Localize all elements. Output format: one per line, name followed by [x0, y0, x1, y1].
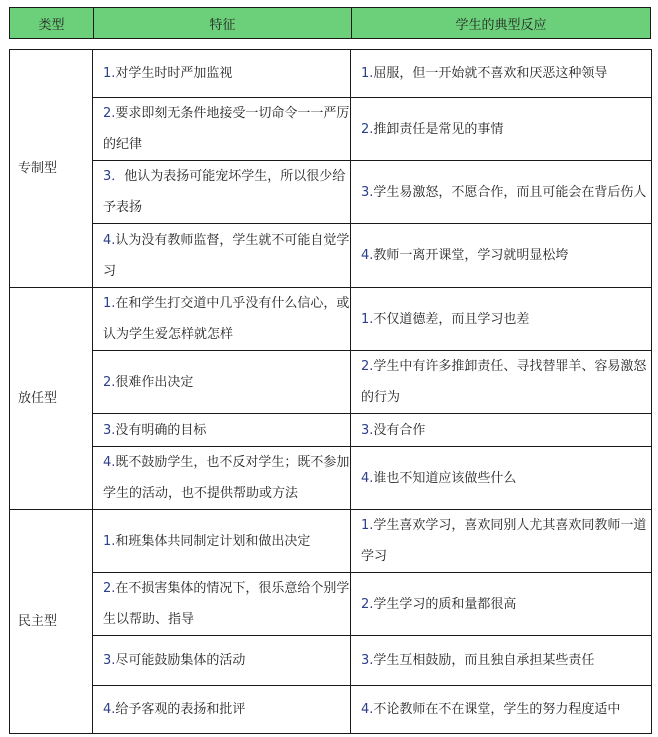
- trait-number: 2.: [103, 106, 116, 121]
- trait-number: 3.: [103, 422, 116, 438]
- trait-number: 3．: [103, 169, 125, 184]
- table-row: [10, 573, 652, 636]
- trait-text: 很难作出决定: [115, 374, 194, 390]
- reaction-cell: [351, 288, 652, 351]
- reaction-text: 学生喜欢学习，喜欢同别人尤其喜欢同教师一道学习: [361, 518, 647, 564]
- trait-number: 1.: [103, 533, 116, 549]
- reaction-cell: [351, 414, 652, 447]
- reaction-text: 不仅道德差，而且学习也差: [373, 311, 530, 327]
- trait-number: 4.: [103, 455, 116, 470]
- trait-cell: [93, 686, 351, 734]
- header-reaction: 学生的典型反应: [351, 8, 650, 38]
- trait-cell: [93, 351, 351, 414]
- trait-cell: [93, 288, 351, 351]
- trait-number: 4.: [103, 232, 116, 248]
- reaction-text: 学生学习的质和量都很高: [373, 596, 517, 612]
- reaction-cell: [351, 351, 652, 414]
- reaction-text: 推卸责任是常见的事情: [373, 121, 504, 137]
- header-type: 类型: [38, 17, 65, 33]
- trait-cell: [93, 414, 351, 447]
- reaction-number: 3.: [361, 653, 374, 668]
- trait-cell: [93, 510, 351, 573]
- trait-number: 4.: [103, 702, 116, 717]
- table-row: [10, 414, 652, 447]
- header-traits: 特征: [93, 8, 351, 38]
- table-row: [10, 351, 652, 414]
- trait-cell: [93, 161, 351, 224]
- trait-number: 2.: [103, 581, 116, 596]
- table-header-row: [9, 7, 651, 39]
- trait-number: 1.: [103, 66, 116, 81]
- reaction-cell: [351, 573, 652, 636]
- reaction-text: 教师一离开课堂，学习就明显松垮: [373, 248, 569, 263]
- trait-text: 没有明确的目标: [115, 422, 207, 438]
- reaction-cell: [351, 636, 652, 686]
- trait-text: 他认为表扬可能宠坏学生，所以很少给予表扬: [103, 169, 346, 215]
- trait-text: 要求即刻无条件地接受一切命令一一严厉的纪律: [103, 106, 350, 152]
- trait-cell: [93, 50, 351, 98]
- reaction-cell: [351, 447, 652, 510]
- reaction-cell: [351, 510, 652, 573]
- reaction-number: 4.: [361, 470, 374, 486]
- reaction-number: 2.: [361, 121, 374, 137]
- reaction-number: 1.: [361, 311, 374, 327]
- trait-text: 认为没有教师监督，学生就不可能自觉学习: [103, 232, 350, 279]
- reaction-number: 3.: [361, 184, 374, 200]
- trait-number: 2.: [103, 374, 116, 390]
- reaction-text: 学生易激怒，不愿合作，而且可能会在背后伤人: [373, 184, 647, 200]
- reaction-cell: [351, 50, 652, 98]
- reaction-number: 4.: [361, 702, 374, 717]
- reaction-text: 学生互相鼓励，而且独自承担某些责任: [373, 653, 595, 668]
- reaction-text: 没有合作: [373, 422, 426, 438]
- table-row: [10, 50, 652, 98]
- reaction-cell: [351, 161, 652, 224]
- reaction-number: 2.: [361, 596, 374, 612]
- reaction-number: 3.: [361, 422, 374, 438]
- table-row: [10, 447, 652, 510]
- reaction-number: 1.: [361, 518, 374, 533]
- table-row: [10, 636, 652, 686]
- trait-cell: [93, 447, 351, 510]
- reaction-number: 2.: [361, 359, 374, 374]
- reaction-text: 不论教师在不在课堂，学生的努力程度适中: [373, 702, 621, 717]
- trait-text: 给予客观的表扬和批评: [115, 702, 246, 717]
- reaction-cell: [351, 224, 652, 288]
- leadership-styles-table: [9, 49, 652, 734]
- trait-text: 在不损害集体的情况下，很乐意给个别学生以帮助、指导: [103, 581, 350, 627]
- style-type-cell: 放任型: [10, 288, 93, 510]
- trait-number: 1.: [103, 296, 116, 311]
- table-row: [10, 686, 652, 734]
- style-type-cell: 民主型: [10, 510, 93, 734]
- reaction-text: 谁也不知道应该做些什么: [373, 470, 517, 486]
- trait-text: 在和学生打交道中几乎没有什么信心，或认为学生爱怎样就怎样: [103, 296, 350, 342]
- trait-text: 尽可能鼓励集体的活动: [115, 653, 246, 668]
- table-row: [10, 288, 652, 351]
- reaction-text: 学生中有许多推卸责任、寻找替罪羊、容易激怒的行为: [361, 359, 647, 405]
- trait-cell: [93, 224, 351, 288]
- trait-text: 对学生时时严加监视: [115, 66, 233, 81]
- reaction-number: 1.: [361, 66, 374, 81]
- trait-cell: [93, 98, 351, 161]
- trait-cell: [93, 573, 351, 636]
- reaction-text: 屈服，但一开始就不喜欢和厌恶这种领导: [373, 66, 608, 81]
- trait-text: 既不鼓励学生，也不反对学生；既不参加学生的活动，也不提供帮助或方法: [103, 455, 350, 501]
- reaction-number: 4.: [361, 248, 374, 263]
- trait-text: 和班集体共同制定计划和做出决定: [115, 533, 311, 549]
- table-row: [10, 161, 652, 224]
- table-row: [10, 98, 652, 161]
- reaction-cell: [351, 686, 652, 734]
- table-row: [10, 224, 652, 288]
- trait-number: 3.: [103, 653, 116, 668]
- trait-cell: [93, 636, 351, 686]
- style-type-cell: 专制型: [10, 50, 93, 288]
- reaction-cell: [351, 98, 652, 161]
- table-row: [10, 510, 652, 573]
